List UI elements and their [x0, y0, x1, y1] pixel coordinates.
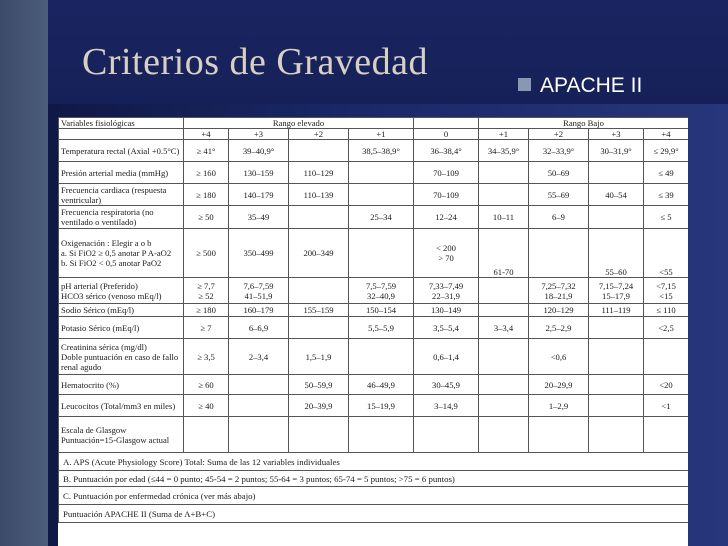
score-range-cell: [349, 417, 414, 453]
score-range-cell: [289, 317, 349, 339]
table-row: [59, 229, 689, 278]
bullet-text: APACHE II: [540, 74, 643, 97]
score-range-cell: ≥ 50: [184, 206, 229, 229]
score-range-cell: [349, 339, 414, 375]
score-range-cell: 34–35,9°: [479, 140, 529, 162]
table-row: [59, 317, 689, 339]
apache-ii-table: [58, 117, 688, 523]
score-range-cell: [479, 339, 529, 375]
score-range-cell: 55–60: [589, 229, 644, 278]
score-range-cell: 35–49: [229, 206, 289, 229]
apache-table-container: [58, 117, 688, 546]
score-range-cell: ≥ 180: [184, 184, 229, 206]
score-header: +2: [289, 129, 349, 140]
score-range-cell: 155–159: [289, 304, 349, 317]
score-range-cell: [289, 278, 349, 304]
score-range-cell: <7,15 <15: [644, 278, 689, 304]
score-range-cell: ≥ 60: [184, 375, 229, 395]
variable-label: Hematocrito (%): [59, 375, 184, 395]
score-range-cell: 7,15–7,24 15–17,9: [589, 278, 644, 304]
variable-label: Escala de Glasgow Puntuación=15-Glasgow actual: [59, 417, 184, 453]
score-range-cell: 12–24: [414, 206, 479, 229]
score-range-cell: ≥ 7,7 ≥ 52: [184, 278, 229, 304]
score-range-cell: 10–11: [479, 206, 529, 229]
low-range-header: Rango Bajo: [479, 118, 689, 129]
score-range-cell: <1: [644, 395, 689, 417]
score-range-cell: 2,5–2,9: [529, 317, 589, 339]
score-range-cell: ≥ 40: [184, 395, 229, 417]
score-range-cell: <0,6: [529, 339, 589, 375]
score-range-cell: [589, 417, 644, 453]
bullet-square-icon: [518, 78, 531, 91]
variable-label: Creatinina sérica (mg/dl) Doble puntuación en caso de fallo renal agudo: [59, 339, 184, 375]
score-range-cell: [529, 417, 589, 453]
score-range-cell: [414, 417, 479, 453]
score-range-cell: 3–14,9: [414, 395, 479, 417]
score-range-cell: <55: [644, 229, 689, 278]
score-header: +2: [529, 129, 589, 140]
score-range-cell: ≤ 29,9°: [644, 140, 689, 162]
score-range-cell: ≥ 3,5: [184, 339, 229, 375]
score-range-cell: 130–149: [414, 304, 479, 317]
score-range-cell: 200–349: [289, 229, 349, 278]
score-range-cell: 350–499: [229, 229, 289, 278]
score-range-cell: [479, 278, 529, 304]
score-header: +4: [184, 129, 229, 140]
footer-apache-total: Puntuación APACHE II (Suma de A+B+C): [59, 505, 689, 523]
score-range-cell: 70–109: [414, 184, 479, 206]
variable-label: Oxigenación : Elegir a o b a. Si FiO2 ≥ 0,5 anotar P A-aO2 b. Si FiO2 < 0,5 anotar PaO2: [59, 229, 184, 278]
table-row: [59, 206, 689, 229]
score-label-spacer: [59, 129, 184, 140]
score-range-cell: 3–3,4: [479, 317, 529, 339]
score-range-cell: 40–54: [589, 184, 644, 206]
score-range-cell: [529, 229, 589, 278]
footer-row: [59, 471, 689, 487]
footer-aps-total: A. APS (Acute Physiology Score) Total: Suma de las 12 variables individuales: [59, 453, 689, 471]
score-range-cell: ≥ 180: [184, 304, 229, 317]
score-range-cell: 39–40,9°: [229, 140, 289, 162]
score-range-cell: [229, 395, 289, 417]
variables-header: Variables fisiológicas: [59, 118, 184, 129]
score-range-cell: 0,6–1,4: [414, 339, 479, 375]
score-range-cell: 5,5–5,9: [349, 317, 414, 339]
variable-label: Presión arterial media (mmHg): [59, 162, 184, 184]
score-range-cell: [589, 206, 644, 229]
score-range-cell: 20–29,9: [529, 375, 589, 395]
score-range-cell: [289, 417, 349, 453]
score-range-cell: ≤ 110: [644, 304, 689, 317]
score-range-cell: [289, 206, 349, 229]
table-row: [59, 162, 689, 184]
score-header: +3: [589, 129, 644, 140]
variable-label: Leucocitos (Total/mm3 en miles): [59, 395, 184, 417]
left-accent-band: [0, 0, 48, 546]
slide-title: Criterios de Gravedad: [82, 41, 429, 83]
score-range-cell: [349, 162, 414, 184]
score-range-cell: 1,5–1,9: [289, 339, 349, 375]
score-range-cell: 140–179: [229, 184, 289, 206]
score-header: +1: [479, 129, 529, 140]
score-range-cell: 50–69: [529, 162, 589, 184]
score-range-cell: ≤ 49: [644, 162, 689, 184]
score-range-cell: 61-70: [479, 229, 529, 278]
variable-label: Frecuencia cardiaca (respuesta ventricular): [59, 184, 184, 206]
footer-chronic-score: C. Puntuación por enfermedad crónica (ver más abajo): [59, 487, 689, 505]
score-range-cell: [479, 417, 529, 453]
score-range-cell: [644, 417, 689, 453]
table-row: [59, 417, 689, 453]
score-range-cell: <20: [644, 375, 689, 395]
variable-label: Temperatura rectal (Axial +0.5°C): [59, 140, 184, 162]
score-range-cell: 38,5–38,9°: [349, 140, 414, 162]
score-range-cell: [184, 417, 229, 453]
score-header: +3: [229, 129, 289, 140]
score-range-cell: 130–159: [229, 162, 289, 184]
score-range-cell: 70–109: [414, 162, 479, 184]
footer-age-score: B. Puntuación por edad (≤44 = 0 punto; 45-54 = 2 puntos; 55-64 = 3 puntos; 65-74 = 5 puntos; >75 = 6 puntos): [59, 471, 689, 487]
variable-label: Potasio Sérico (mEq/l): [59, 317, 184, 339]
table-row: [59, 375, 689, 395]
score-range-cell: 30–31,9°: [589, 140, 644, 162]
score-range-cell: 7,6–7,59 41–51,9: [229, 278, 289, 304]
score-range-cell: 111–119: [589, 304, 644, 317]
score-range-cell: 7,25–7,32 18–21,9: [529, 278, 589, 304]
variable-label: pH arterial (Preferido) HCO3 sérico (venoso mEq/l): [59, 278, 184, 304]
score-range-cell: 2–3,4: [229, 339, 289, 375]
score-range-cell: [349, 229, 414, 278]
score-range-cell: [229, 417, 289, 453]
score-header: +1: [349, 129, 414, 140]
footer-row: [59, 505, 689, 523]
score-range-cell: < 200 > 70: [414, 229, 479, 278]
score-range-cell: 46–49,9: [349, 375, 414, 395]
score-range-cell: 32–33,9°: [529, 140, 589, 162]
table-row: [59, 395, 689, 417]
footer-row: [59, 453, 689, 471]
score-range-cell: 150–154: [349, 304, 414, 317]
score-range-cell: [229, 375, 289, 395]
score-range-cell: 30–45,9: [414, 375, 479, 395]
score-header: 0: [414, 129, 479, 140]
score-range-cell: [644, 339, 689, 375]
score-range-cell: [589, 375, 644, 395]
score-range-cell: ≥ 500: [184, 229, 229, 278]
high-range-header: Rango elevado: [184, 118, 414, 129]
score-range-cell: 3,5–5,4: [414, 317, 479, 339]
score-header: +4: [644, 129, 689, 140]
score-range-cell: [349, 184, 414, 206]
table-row: [59, 184, 689, 206]
score-range-cell: 55–69: [529, 184, 589, 206]
score-range-cell: [479, 375, 529, 395]
score-range-cell: [589, 162, 644, 184]
variable-label: Frecuencia respiratoria (no ventilado o ventilado): [59, 206, 184, 229]
score-range-cell: [589, 395, 644, 417]
score-range-cell: 160–179: [229, 304, 289, 317]
zero-header-spacer: [414, 118, 479, 129]
score-range-cell: [589, 317, 644, 339]
score-range-cell: 20–39,9: [289, 395, 349, 417]
score-range-cell: ≤ 5: [644, 206, 689, 229]
score-range-cell: 1–2,9: [529, 395, 589, 417]
header-row-ranges: [59, 118, 689, 129]
score-range-cell: [479, 184, 529, 206]
score-range-cell: <2,5: [644, 317, 689, 339]
header-row-scores: [59, 129, 689, 140]
score-range-cell: [589, 339, 644, 375]
score-range-cell: 15–19,9: [349, 395, 414, 417]
score-range-cell: 25–34: [349, 206, 414, 229]
score-range-cell: 110–129: [289, 162, 349, 184]
score-range-cell: ≥ 7: [184, 317, 229, 339]
score-range-cell: 7,33–7,49 22–31,9: [414, 278, 479, 304]
score-range-cell: 36–38,4°: [414, 140, 479, 162]
score-range-cell: [479, 162, 529, 184]
score-range-cell: 110–139: [289, 184, 349, 206]
score-range-cell: ≤ 39: [644, 184, 689, 206]
table-row: [59, 339, 689, 375]
score-range-cell: [479, 304, 529, 317]
score-range-cell: ≥ 41°: [184, 140, 229, 162]
score-range-cell: 50–59,9: [289, 375, 349, 395]
score-range-cell: 6–6,9: [229, 317, 289, 339]
table-row: [59, 140, 689, 162]
variable-label: Sodio Sérico (mEq/l): [59, 304, 184, 317]
table-row: [59, 304, 689, 317]
score-range-cell: [479, 395, 529, 417]
score-range-cell: 7,5–7,59 32–40,9: [349, 278, 414, 304]
score-range-cell: [289, 140, 349, 162]
score-range-cell: 6–9: [529, 206, 589, 229]
score-range-cell: ≥ 160: [184, 162, 229, 184]
footer-row: [59, 487, 689, 505]
table-row: [59, 278, 689, 304]
score-range-cell: 120–129: [529, 304, 589, 317]
